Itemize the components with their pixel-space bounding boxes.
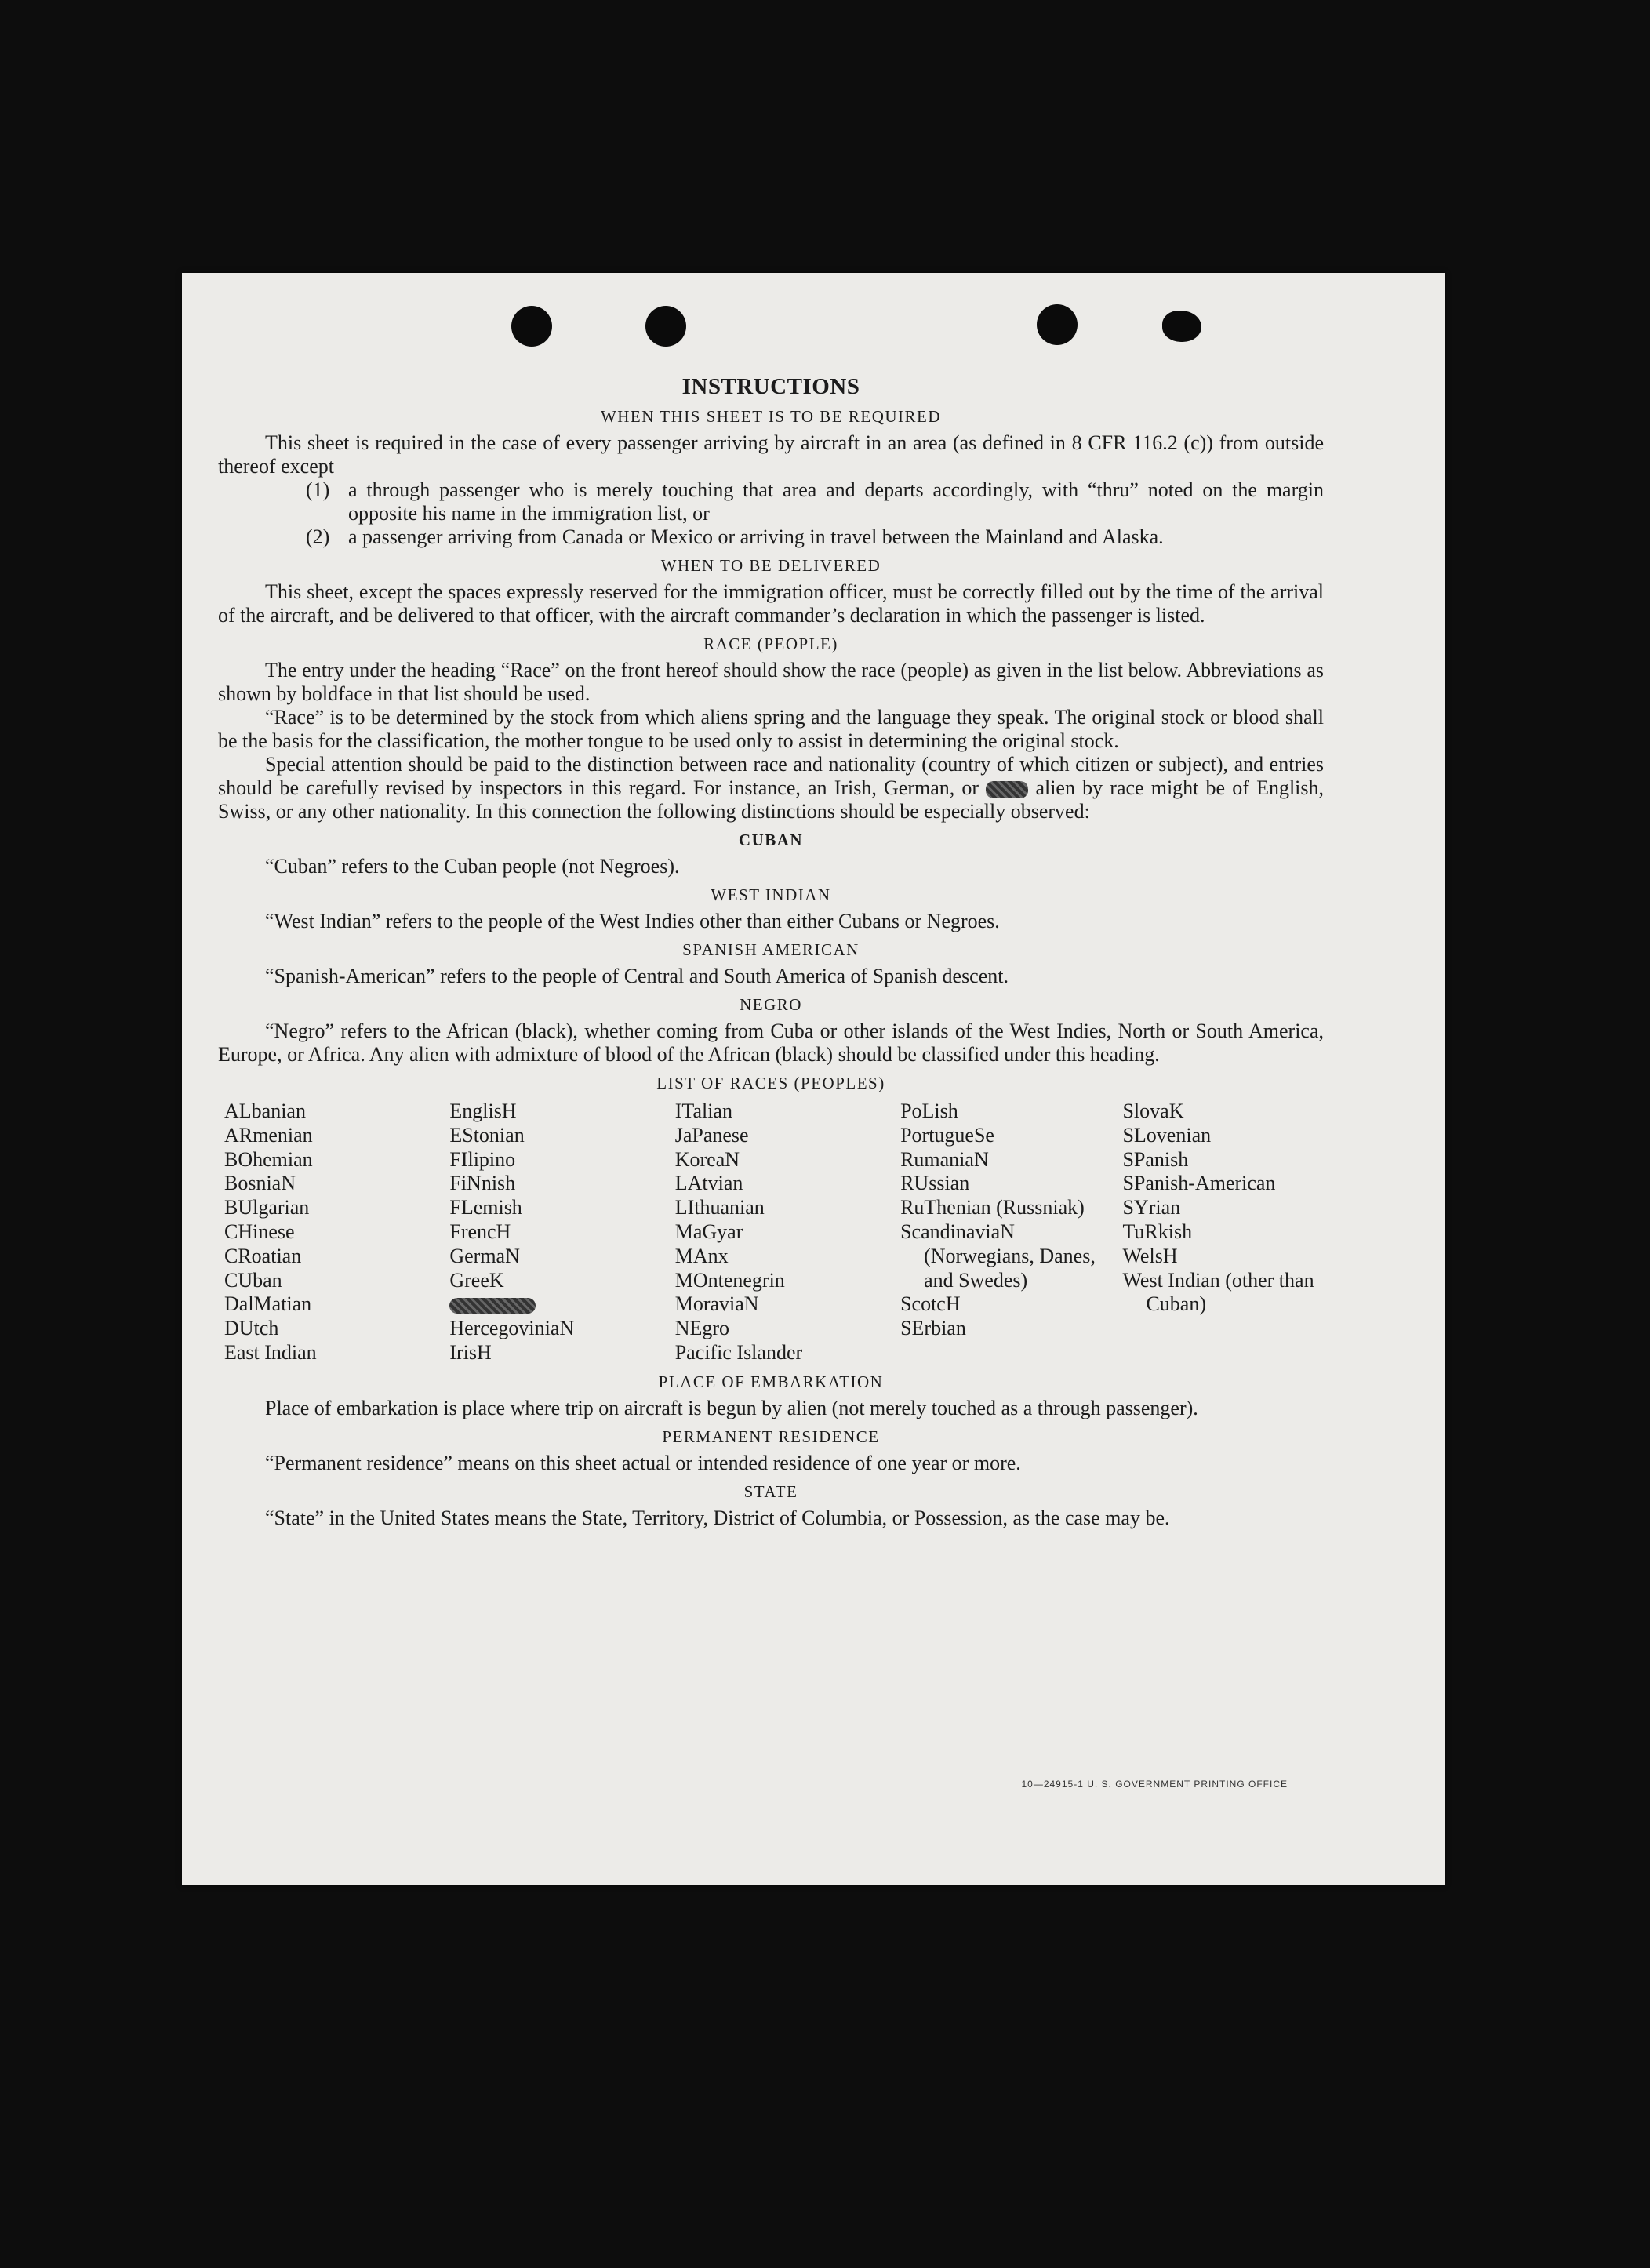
- races-column-5: [1122, 1099, 1324, 1365]
- race-entry: ScotcH: [900, 1292, 961, 1316]
- punch-hole: [511, 306, 552, 347]
- race-entry: SLovenian: [1122, 1123, 1212, 1147]
- race-entry: TuRkish: [1122, 1219, 1193, 1243]
- race-entry: West Indian (other than Cuban): [1122, 1268, 1314, 1316]
- section-heading-place-of-embarkation: PLACE OF EMBARKATION: [658, 1372, 884, 1391]
- race-paragraph-2: “Race” is to be determined by the stock from which aliens spring and the language they speak. The original stock or blood shall be the basis for the classification, the mother tongue to be used only to assist in determining the original stock.: [218, 706, 1324, 752]
- race-entry: NEgro: [674, 1317, 730, 1340]
- section-heading-negro: NEGRO: [740, 995, 802, 1014]
- exception-text: a through passenger who is merely touching that area and departs accordingly, with “thru” noted on the margin opposite his name in the immigration list, or: [348, 478, 1324, 525]
- punch-hole: [1037, 304, 1078, 345]
- race-entry: CHinese: [224, 1219, 295, 1243]
- race-entry: GermaN: [449, 1244, 520, 1267]
- race-entry: SPanish-American: [1122, 1172, 1276, 1195]
- race-entry: RumaniaN: [900, 1147, 989, 1171]
- race-entry: EStonian: [449, 1123, 525, 1147]
- race-entry: SPanish: [1122, 1147, 1189, 1171]
- page-title: INSTRUCTIONS: [681, 374, 860, 399]
- race-entry: BosniaN: [224, 1172, 296, 1195]
- exception-number: (2): [306, 525, 330, 548]
- section-heading-spanish-american: SPANISH AMERICAN: [682, 940, 860, 959]
- race-entry: IrisH: [449, 1340, 492, 1364]
- race-paragraph-1: The entry under the heading “Race” on the front hereof should show the race (people) as given in the list below. Abbreviations as shown by boldface in that list should be used.: [218, 659, 1324, 705]
- race-entry-redacted: [449, 1292, 674, 1317]
- races-list: [224, 1099, 1324, 1365]
- section-heading-cuban: CUBAN: [738, 831, 804, 849]
- race-entry: CRoatian: [224, 1244, 302, 1267]
- section-heading-permanent-residence: PERMANENT RESIDENCE: [662, 1427, 880, 1446]
- race-entry: LAtvian: [674, 1172, 743, 1195]
- when-delivered-text: This sheet, except the spaces expressly reserved for the immigration officer, must be correctly filled out by the time of the arrival of the aircraft, and be delivered to that officer, with the aircraft commander’s declaration in which the passenger is listed.: [218, 580, 1324, 627]
- race-entry: BUlgarian: [224, 1196, 310, 1219]
- race-entry: PoLish: [900, 1099, 958, 1122]
- punch-hole: [645, 306, 686, 347]
- cuban-text: “Cuban” refers to the Cuban people (not Negroes).: [265, 855, 680, 878]
- race-entry: FiNnish: [449, 1172, 516, 1195]
- race-entry: PortugueSe: [900, 1123, 994, 1147]
- race-entry: HercegoviniaN: [449, 1317, 575, 1340]
- race-entry: BOhemian: [224, 1147, 313, 1171]
- document-page: [182, 273, 1445, 1885]
- exception-item: [218, 525, 1324, 549]
- exception-item: [218, 478, 1324, 525]
- race-entry: MaGyar: [674, 1219, 743, 1243]
- race-paragraph-3-a: Special attention should be paid to the distinction between race and nationality (country of which citizen or subject), and entries should be carefully revised by inspectors in this regard. For instance, an Irish, German, or: [218, 753, 1324, 799]
- race-entry: FLemish: [449, 1196, 522, 1219]
- redaction-mark: [986, 781, 1028, 798]
- races-column-1: [224, 1099, 449, 1365]
- race-paragraph-3-b: alien by race might be of English, Swiss, or any other nationality. In this connection the following distinctions should be especially observed:: [218, 776, 1325, 823]
- race-entry: LIthuanian: [674, 1196, 765, 1219]
- spanish-american-text: “Spanish-American” refers to the people of Central and South America of Spanish descent.: [265, 965, 1009, 987]
- race-entry: DUtch: [224, 1317, 279, 1340]
- punch-hole-torn: [1162, 311, 1201, 342]
- race-entry: Pacific Islander: [674, 1340, 803, 1364]
- section-heading-state: STATE: [743, 1481, 798, 1501]
- race-entry: FrencH: [449, 1219, 511, 1243]
- race-entry: SlovaK: [1122, 1099, 1184, 1122]
- when-required-intro: This sheet is required in the case of every passenger arriving by aircraft in an area (as defined in 8 CFR 116.2 (c)) from outside thereof except: [218, 431, 1324, 478]
- instructions-body: [218, 375, 1324, 1530]
- place-of-embarkation-text: Place of embarkation is place where trip on aircraft is begun by alien (not merely touched as a through passenger).: [265, 1396, 1198, 1419]
- race-entry: GreeK: [449, 1268, 504, 1292]
- race-entry: JaPanese: [674, 1123, 749, 1147]
- state-text: “State” in the United States means the State, Territory, District of Columbia, or Possession, as the case may be.: [265, 1506, 1170, 1529]
- section-heading-when-required: WHEN THIS SHEET IS TO BE REQUIRED: [600, 407, 942, 426]
- race-entry: WelsH: [1122, 1244, 1178, 1267]
- section-heading-race: RACE (PEOPLE): [703, 634, 838, 653]
- race-entry: RuThenian (Russniak): [900, 1196, 1085, 1219]
- race-entry: RUssian: [900, 1172, 970, 1195]
- section-heading-list-of-races: LIST OF RACES (PEOPLES): [656, 1074, 885, 1092]
- race-entry: ALbanian: [224, 1099, 306, 1122]
- race-entry: SYrian: [1122, 1196, 1181, 1219]
- race-entry: East Indian: [224, 1340, 317, 1364]
- races-column-2: [449, 1099, 674, 1365]
- race-paragraph-3: [218, 753, 1324, 823]
- printing-office-footnote: 10—24915-1 U. S. GOVERNMENT PRINTING OFFICE: [1021, 1779, 1288, 1790]
- exception-text: a passenger arriving from Canada or Mexico or arriving in travel between the Mainland and Alaska.: [348, 525, 1164, 548]
- race-entry: FIlipino: [449, 1147, 516, 1171]
- permanent-residence-text: “Permanent residence” means on this sheet actual or intended residence of one year or more.: [265, 1451, 1021, 1474]
- race-entry: SErbian: [900, 1317, 966, 1340]
- exception-number: (1): [306, 478, 330, 501]
- race-entry: EnglisH: [449, 1099, 517, 1122]
- race-entry: CUban: [224, 1268, 282, 1292]
- race-entry: KoreaN: [674, 1147, 740, 1171]
- race-entry: ITalian: [674, 1099, 732, 1122]
- race-entry: DalMatian: [224, 1292, 312, 1316]
- negro-text: “Negro” refers to the African (black), whether coming from Cuba or other islands of the West Indies, North or South America, Europe, or Africa. Any alien with admixture of blood of the African (black) should be classified under this heading.: [218, 1020, 1324, 1066]
- section-heading-when-delivered: WHEN TO BE DELIVERED: [660, 556, 881, 575]
- race-entry: MoraviaN: [674, 1292, 759, 1316]
- west-indian-text: “West Indian” refers to the people of the West Indies other than either Cubans or Negroes.: [265, 910, 1000, 932]
- races-column-4: [900, 1099, 1122, 1365]
- race-entry: MOntenegrin: [674, 1268, 785, 1292]
- section-heading-west-indian: WEST INDIAN: [711, 885, 831, 904]
- race-entry: MAnx: [674, 1244, 729, 1267]
- race-entry: ScandinaviaN (Norwegians, Danes, and Swedes): [900, 1219, 1096, 1292]
- races-column-3: [675, 1099, 900, 1365]
- race-entry: ARmenian: [224, 1123, 313, 1147]
- redaction-mark: [449, 1298, 536, 1314]
